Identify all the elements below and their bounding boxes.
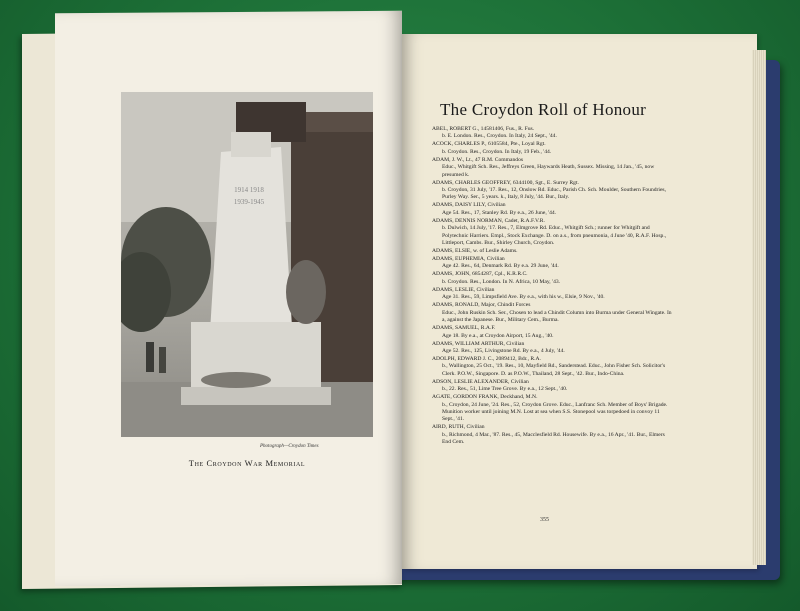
entry-detail: Educ., Whitgift Sch. Res., Jeffreys Green, Haywards Heath, Sussex. Missing, 14 Jan., '45, now presumed k.: [442, 164, 655, 178]
entry-detail: b. Croydon. Res., Croydon. In Italy, 19 Feb., '44.: [442, 148, 552, 155]
list-item: [432, 126, 672, 141]
entry-name: AIRD, RUTH, Civilian: [432, 424, 485, 431]
entry-name: ADAMS, RONALD, Major, Chindit Forces: [432, 302, 531, 309]
war-memorial-photo: [121, 92, 373, 437]
list-item: [432, 256, 672, 271]
entry-name: ADAMS, JOHN, 6854287, Cpl., K.R.R.C.: [432, 271, 528, 278]
entry-detail: b., Wallington, 25 Oct., '19. Res., 10, Mayfield Rd., Sanderstead. Educ., John Fisher Sch. Solicitor's Clerk. P.O.W., Singapore. D. as P.O.W., Thailand, 28 Sept., '42. Bur., Indo-China.: [442, 363, 666, 377]
entry-detail: b., Croydon, 24 June, '24. Res., 52, Croydon Grove. Educ., Lanfranc Sch. Member of Boys' Brigade. Munition worker until joining M.N. Lost at sea when S.S. Stonepool was torpedoed in convoy 11 Sept., '41.: [442, 401, 668, 423]
list-item: [432, 394, 672, 424]
entry-name: ABEL, ROBERT G., 14581406, Fus., R. Fus.: [432, 126, 535, 132]
entry-name: ADAM, J. W., Lt., 47 R.M. Commandos: [432, 156, 524, 163]
memorial-date-2: 1939-1945: [233, 198, 265, 206]
list-item: [432, 248, 672, 255]
list-item: [432, 356, 672, 378]
list-item: [432, 218, 672, 248]
entry-name: ADOLPH, EDWARD J. C., 2089412, Bdr., R.A.: [432, 355, 541, 362]
list-item: [432, 271, 672, 286]
page-number: 355: [540, 517, 549, 523]
list-item: [432, 325, 672, 340]
entry-detail: b., Richmond, 4 Mar., '87. Res., 45, Macclesfield Rd. Housewife. By e.a., 16 Apr., '41. Bur., Elmers End Cem.: [442, 431, 665, 446]
entry-name: ADAMS, EUPHEMIA, Civilian: [432, 256, 505, 263]
entry-name: ADAMS, DENNIS NORMAN, Cadet, R.A.F.V.R.: [432, 217, 545, 224]
list-item: [432, 341, 672, 356]
entry-detail: Educ., John Ruskin Sch. Ser., Chosen to lead a Chindit Column into Burma under General Wingate. In a, against the Japanese. Bur., Military Cem., Burma.: [442, 309, 672, 324]
list-item: [432, 379, 672, 394]
list-item: [432, 287, 672, 302]
page-edges: [752, 50, 766, 565]
entry-detail: Age 42. Res., 64, Denmark Rd. By e.a. 29 June, '44.: [442, 263, 559, 270]
entry-detail: b. Dulwich, 14 July, '17. Res., 7, Elmgrove Rd. Educ., Whitgift Sch.; runner for Whitgift and Polytechnic Harriers. Empl., Stock Exchange. D. on a.s., from pneumonia, 4 June '40, R.A.F. Hosp., Littleport, Cambs. Bur., Shirley Church, Croydon.: [442, 225, 667, 247]
entry-detail: b., 22. Res., 51, Lime Tree Grove. By e.a., 12 Sept., '40.: [442, 386, 568, 393]
entry-name: ACOCK, CHARLES P., 6105584, Pte., Loyal Rgt.: [432, 141, 546, 148]
entry-name: AGATE, GORDON FRANK, Deckhand, M.N.: [432, 394, 538, 401]
list-item: [432, 202, 672, 217]
photo-caption: The Croydon War Memorial: [188, 458, 306, 468]
entry-detail: b. E. London. Res., Croydon. In Italy, 24 Sept., '44.: [442, 133, 557, 140]
list-item: [432, 141, 672, 156]
entry-detail: b. Croydon. Res., London. In N. Africa, 10 May, '43.: [442, 278, 561, 285]
list-item: [432, 302, 672, 324]
entry-detail: Age 31. Res., 59, Limpsfield Ave. By e.a., with his w., Elsie, 9 Nov., '40.: [442, 294, 605, 301]
entry-detail: Age 54. Res., 17, Stanley Rd. By e.a., 26 June, '44.: [442, 209, 557, 216]
entry-name: ADSON, LESLIE ALEXANDER, Civilian: [432, 378, 529, 385]
entry-detail: Age 18. By e.a., at Croydon Airport, 15 Aug., '40.: [442, 332, 554, 339]
list-item: [432, 424, 672, 446]
entry-name: ADAMS, SAMUEL, R.A.F.: [432, 325, 496, 332]
entry-name: ADAMS, CHARLES GEOFFREY, 6344100, Sgt., E. Surrey Rgt.: [432, 179, 579, 186]
memorial-date-1: 1914 1918: [234, 186, 264, 194]
entry-name: ADAMS, DAISY LILY, Civilian: [432, 202, 506, 209]
list-item: [432, 180, 672, 202]
entry-detail: b. Croydon, 31 July, '17. Res., 12, Onslow Rd. Educ., Parish Ch. Sch. Moulder, Southern Foundries, Purley Way. Ser., 5 years. k., Italy, 8 July, '44. Bur., Italy.: [442, 187, 667, 201]
entry-detail: Age 52. Res., 125, Livingstone Rd. By e.a., 4 July, '44.: [442, 347, 565, 354]
roll-of-honour-list: [432, 126, 672, 447]
entry-name: ADAMS, WILLIAM ARTHUR, Civilian: [432, 340, 525, 347]
entry-name: ADAMS, ELSIE, w. of Leslie Adams.: [432, 248, 518, 255]
entry-name: ADAMS, LESLIE, Civilian: [432, 286, 495, 293]
list-item: [432, 157, 672, 179]
photo-credit: Photograph—Croydon Times: [260, 444, 319, 449]
page-title: The Croydon Roll of Honour: [440, 100, 647, 119]
